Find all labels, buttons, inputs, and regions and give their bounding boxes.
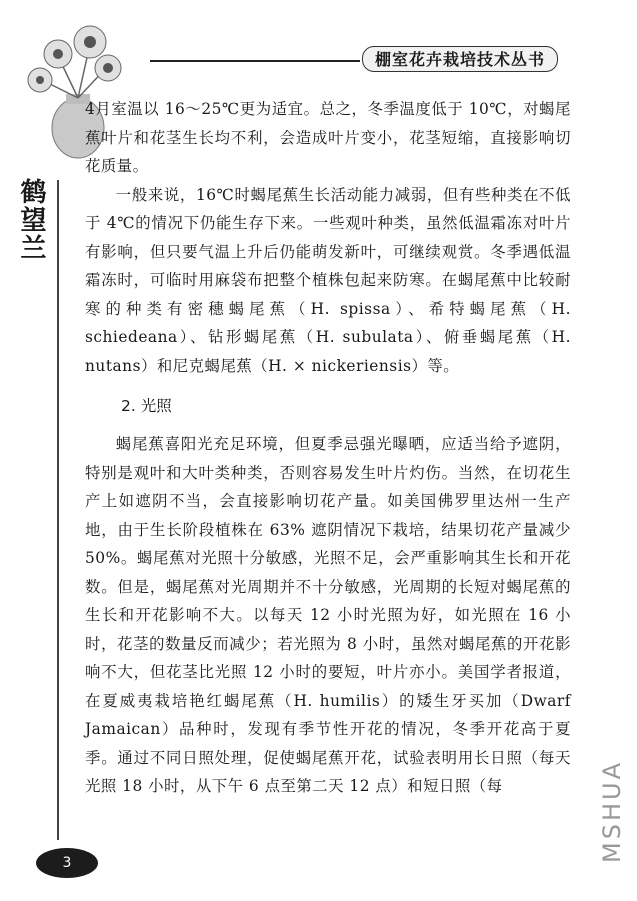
- series-title: 棚室花卉栽培技术丛书: [362, 46, 558, 72]
- section-heading: 2. 光照: [121, 397, 172, 415]
- side-rule: [57, 180, 59, 840]
- paragraph: 蝎尾蕉喜阳光充足环境，但夏季忌强光曝晒，应适当给予遮阴，特别是观叶和大叶类种类，否则容易发生叶片灼伤。当然，在切花生产上如遮阴不当，会直接影响切花产量。如美国佛罗里达州一生产地，由于生长阶段植株在 63% 遮阴情况下栽培，结果切花产量减少 50%。蝎尾蕉对光照十分敏感，光照不足，会严重影响其生长和开花数。但是，蝎尾蕉对光周期并不十分敏感，光周期的长短对蝎尾蕉的生长和开花影响不大。以每天 12 小时光照为好，如光照在 16 小时，花茎的数量反而减少；若光照为 8 小时，虽然对蝎尾蕉的开花影响不大，但花茎比光照 12 小时的要短，叶片亦小。美国学者报道，在夏威夷栽培艳红蝎尾蕉（H. humilis）的矮生牙买加（Dwarf Jamaican）品种时，发现有季节性开花的情况，冬季开花高于夏季。通过不同日照处理，促使蝎尾蕉开花，试验表明用长日照（每天光照 18 小时，从下午 6 点至第二天 12 点）和短日照（每: [85, 435, 571, 795]
- watermark: MSHUA: [598, 760, 626, 863]
- page-number: 3: [36, 848, 98, 878]
- paragraph: 4月室温以 16～25℃更为适宜。总之，冬季温度低于 10℃，对蝎尾蕉叶片和花茎生长均不利，会造成叶片变小，花茎短缩，直接影响切花质量。: [85, 100, 571, 175]
- header-rule: [150, 60, 360, 62]
- paragraph: 一般来说，16℃时蝎尾蕉生长活动能力减弱，但有些种类在不低于 4℃的情况下仍能生存下来。一些观叶种类，虽然低温霜冻对叶片有影响，但只要气温上升后仍能萌发新叶，可继续观赏。冬季遇低温霜冻时，可临时用麻袋布把整个植株包起来防寒。在蝎尾蕉中比较耐寒的种类有密穗蝎尾蕉（H. spissa）、希特蝎尾蕉（H. schiedeana）、钻形蝎尾蕉（H. subulata）、俯垂蝎尾蕉（H. nutans）和尼克蝎尾蕉（H. × nickeriensis）等。: [85, 185, 571, 375]
- page-body: [85, 95, 571, 801]
- side-title: 鹤望兰: [16, 178, 46, 262]
